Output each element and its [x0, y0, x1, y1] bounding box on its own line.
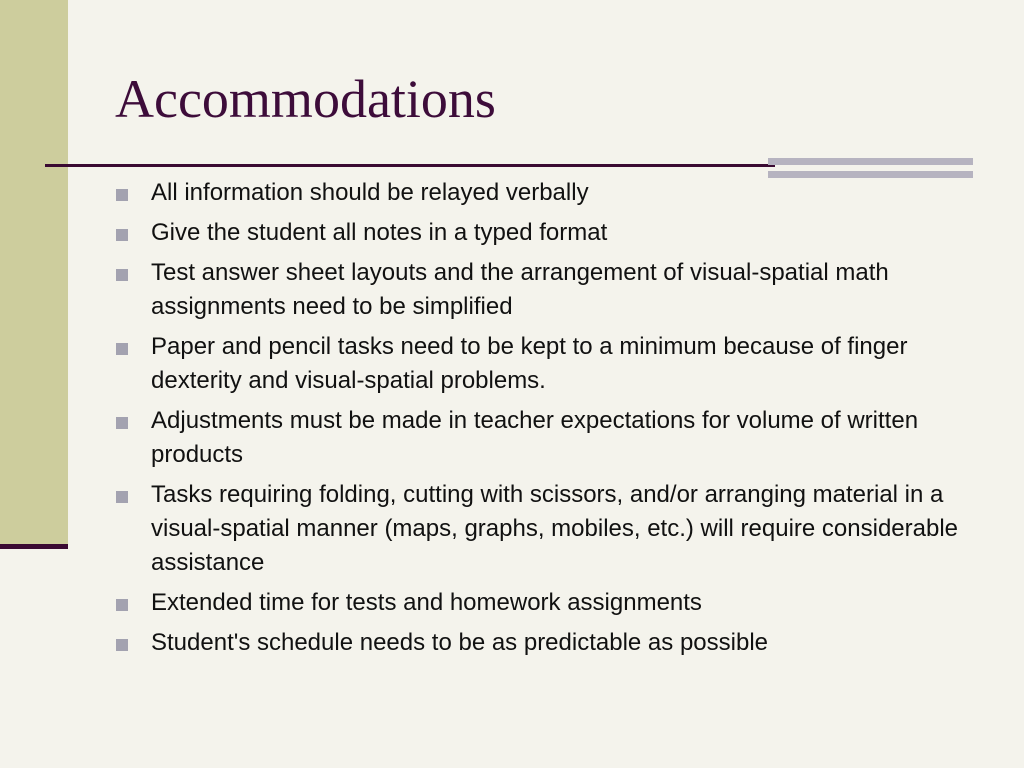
title-underline-rule	[45, 164, 775, 167]
square-bullet-icon	[116, 491, 128, 503]
bullet-text: Test answer sheet layouts and the arrangement of visual-spatial math assignments need to be simplified	[151, 259, 889, 320]
left-band-rule	[0, 544, 68, 549]
square-bullet-icon	[116, 229, 128, 241]
bullet-item	[113, 216, 973, 250]
bullet-text: Adjustments must be made in teacher expectations for volume of written products	[151, 407, 919, 468]
bullet-item	[113, 176, 973, 210]
accent-bar-top	[768, 158, 973, 165]
bullet-item	[113, 586, 973, 620]
bullet-item	[113, 256, 973, 324]
bullet-text: Paper and pencil tasks need to be kept to a minimum because of finger dexterity and visual-spatial problems.	[151, 333, 908, 394]
bullet-item	[113, 404, 973, 472]
bullet-text: Student's schedule needs to be as predictable as possible	[151, 629, 768, 656]
square-bullet-icon	[116, 639, 128, 651]
square-bullet-icon	[116, 189, 128, 201]
bullet-list	[113, 176, 973, 666]
bullet-text: Give the student all notes in a typed format	[151, 219, 608, 246]
square-bullet-icon	[116, 599, 128, 611]
square-bullet-icon	[116, 343, 128, 355]
square-bullet-icon	[116, 269, 128, 281]
bullet-text: All information should be relayed verbally	[151, 179, 589, 206]
bullet-item	[113, 478, 973, 580]
bullet-text: Extended time for tests and homework assignments	[151, 589, 702, 616]
bullet-item	[113, 626, 973, 660]
bullet-text: Tasks requiring folding, cutting with scissors, and/or arranging material in a visual-spatial manner (maps, graphs, mobiles, etc.) will require considerable assistance	[151, 481, 959, 576]
left-decorative-band	[0, 0, 68, 545]
square-bullet-icon	[116, 417, 128, 429]
bullet-item	[113, 330, 973, 398]
slide-title: Accommodations	[115, 69, 496, 129]
